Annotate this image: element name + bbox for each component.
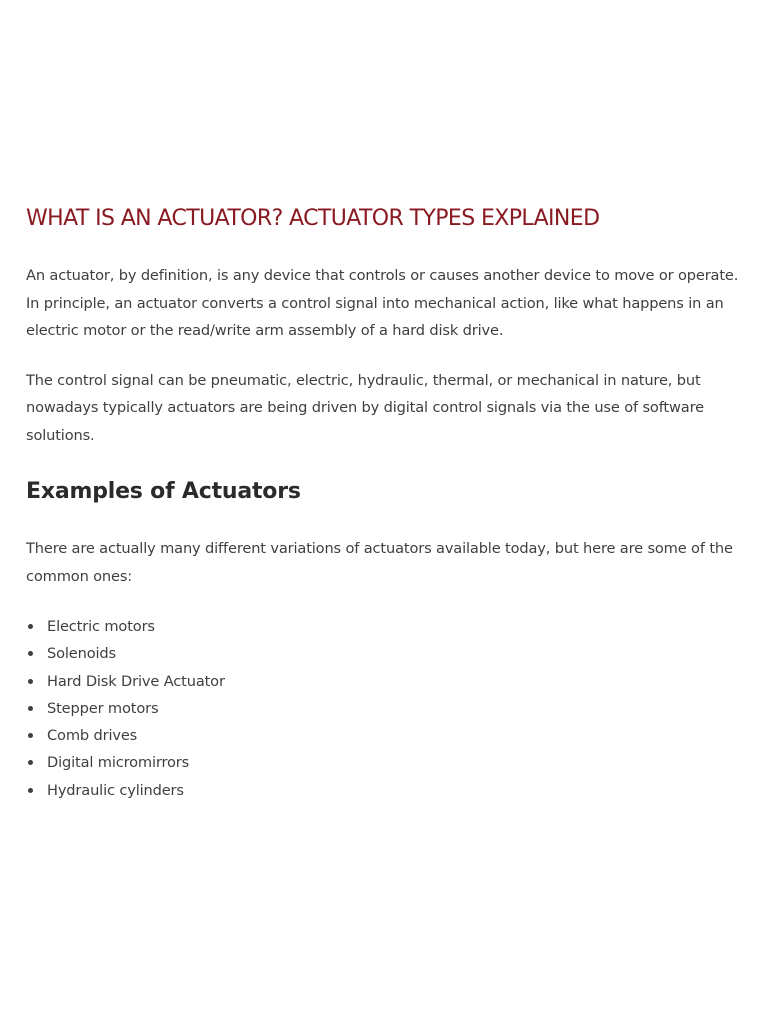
bullet-icon xyxy=(28,679,33,684)
article xyxy=(26,203,752,804)
bullet-icon xyxy=(28,624,33,629)
bullet-icon xyxy=(28,651,33,656)
list-item xyxy=(26,777,752,804)
list-item xyxy=(26,640,752,667)
list-item-label: Solenoids xyxy=(47,645,116,663)
examples-list xyxy=(26,613,752,804)
page-title: WHAT IS AN ACTUATOR? ACTUATOR TYPES EXPLAINED xyxy=(26,206,600,231)
list-item xyxy=(26,668,752,695)
list-item xyxy=(26,695,752,722)
list-item-label: Stepper motors xyxy=(47,699,159,717)
list-item xyxy=(26,613,752,640)
list-item-label: Hydraulic cylinders xyxy=(47,781,184,799)
examples-heading: Examples of Actuators xyxy=(26,479,301,504)
list-item-label: Digital micromirrors xyxy=(47,754,190,772)
list-item-label: Comb drives xyxy=(47,727,138,745)
bullet-icon xyxy=(28,706,33,711)
bullet-icon xyxy=(28,760,33,765)
intro-paragraph: An actuator, by definition, is any device that controls or causes another device to move or operate. In principle, an actuator converts a control signal into mechanical action, like what happens in an electric motor or the read/write arm assembly of a hard disk drive. xyxy=(26,267,739,339)
examples-intro-paragraph: There are actually many different variations of actuators available today, but here are some of the common ones: xyxy=(26,540,733,585)
bullet-icon xyxy=(28,788,33,793)
list-item-label: Hard Disk Drive Actuator xyxy=(47,672,225,690)
bullet-icon xyxy=(28,733,33,738)
list-item xyxy=(26,749,752,776)
list-item xyxy=(26,722,752,749)
list-item-label: Electric motors xyxy=(47,618,155,635)
control-signal-paragraph: The control signal can be pneumatic, electric, hydraulic, thermal, or mechanical in nature, but nowadays typically actuators are being driven by digital control signals via the use of software solutions. xyxy=(26,371,704,444)
